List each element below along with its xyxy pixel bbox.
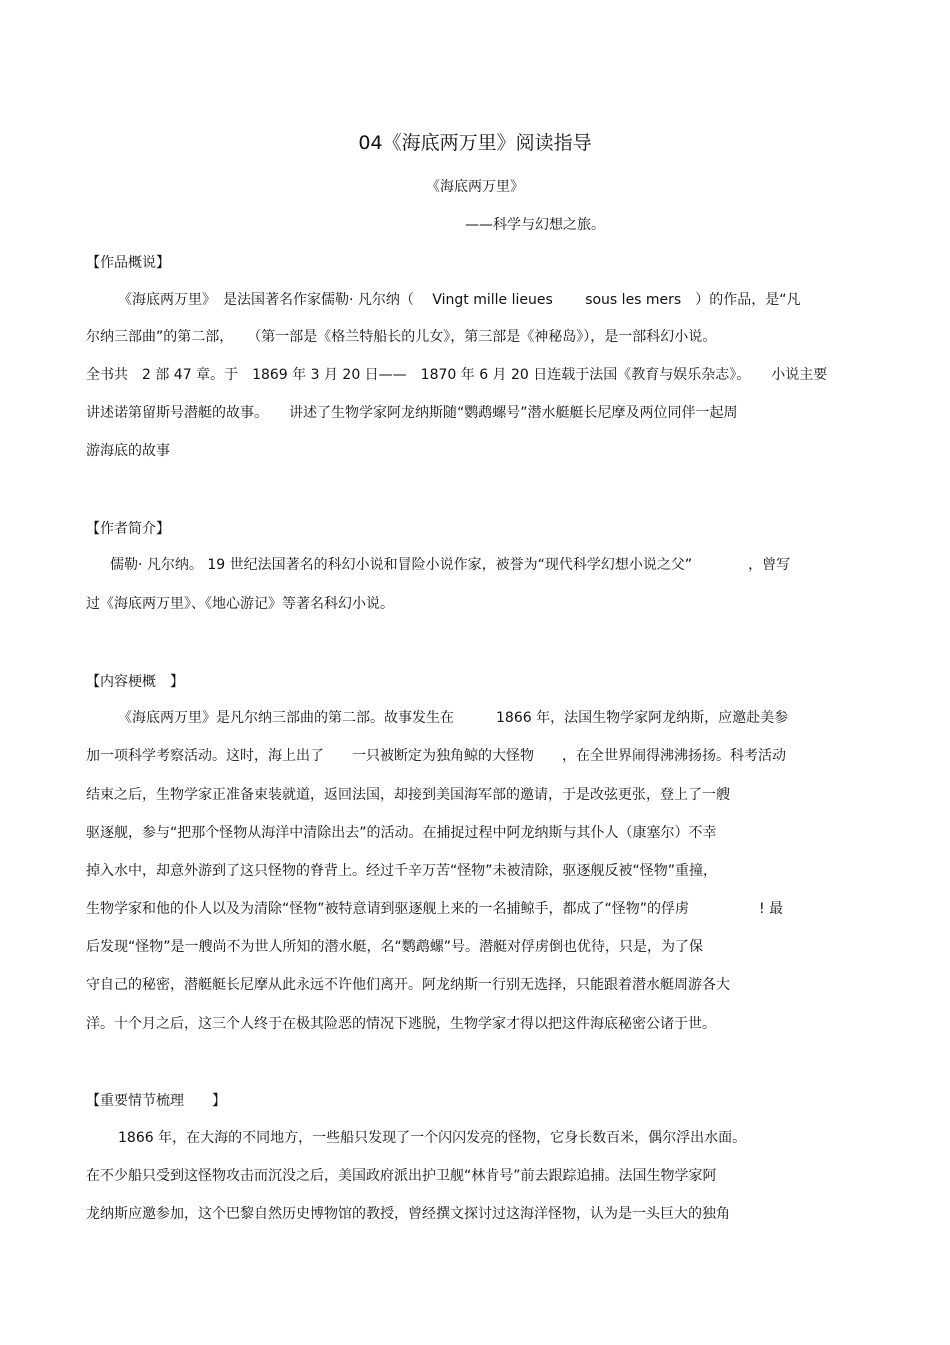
section-heading-overview: 【作品概说】 (86, 255, 170, 271)
paragraph-line: 儒勒· 凡尔纳。 19 世纪法国著名的科幻小说和冒险小说作家，被誉为“现代科学幻想小说之父” ，曾写 (110, 557, 791, 573)
section-heading-summary: 【内容梗概 】 (86, 674, 184, 690)
tagline: ——科学与幻想之旅。 (465, 217, 605, 233)
paragraph-line: 在不少船只受到这怪物攻击而沉没之后，美国政府派出护卫舰“林肯号”前去跟踪追捕。法国生物学家阿 (86, 1168, 717, 1184)
paragraph-line: 1866 年，在大海的不同地方，一些船只发现了一个闪闪发亮的怪物，它身长数百米，偶尔浮出水面。 (118, 1130, 747, 1146)
paragraph-line: 洋。十个月之后，这三个人终于在极其险恶的情况下逃脱，生物学家才得以把这件海底秘密公诸于世。 (86, 1016, 716, 1032)
paragraph-line: 结束之后，生物学家正准备束装就道，返回法国，却接到美国海军部的邀请，于是改弦更张，登上了一艘 (86, 787, 730, 803)
paragraph-line: 龙纳斯应邀参加，这个巴黎自然历史博物馆的教授，曾经撰文探讨过这海洋怪物，认为是一头巨大的独角 (86, 1206, 730, 1222)
paragraph-line: 游海底的故事 (86, 443, 170, 459)
section-heading-author: 【作者简介】 (86, 521, 170, 537)
paragraph-line: 全书共 2 部 47 章。于 1869 年 3 月 20 日—— 1870 年 6 月 20 日连载于法国《教育与娱乐杂志》。 小说主要 (86, 367, 828, 383)
paragraph-line: 守自己的秘密，潜艇艇长尼摩从此永远不许他们离开。阿龙纳斯一行别无选择，只能跟着潜水艇周游各大 (86, 977, 730, 993)
paragraph-line: 掉入水中，却意外游到了这只怪物的脊背上。经过千辛万苦“怪物”未被清除，驱逐舰反被“怪物”重撞， (86, 863, 718, 879)
paragraph-line: 后发现“怪物”是一艘尚不为世人所知的潜水艇，名“鹦鹉螺”号。潜艇对俘虏倒也优待，只是，为了保 (86, 939, 704, 955)
paragraph-line: 讲述诺第留斯号潜艇的故事。 讲述了生物学家阿龙纳斯随“鹦鹉螺号”潜水艇艇长尼摩及两位同伴一起周 (86, 405, 738, 421)
book-subtitle: 《海底两万里》 (426, 179, 524, 195)
paragraph-line: 驱逐舰，参与“把那个怪物从海洋中清除出去”的活动。在捕捉过程中阿龙纳斯与其仆人（康塞尔）不幸 (86, 825, 717, 841)
document-title: 04《海底两万里》阅读指导 (358, 132, 592, 154)
section-heading-plot: 【重要情节梳理 】 (86, 1093, 226, 1109)
paragraph-line: 生物学家和他的仆人以及为清除“怪物”被特意请到驱逐舰上来的一名捕鲸手，都成了“怪物”的俘虏 ! 最 (86, 901, 784, 917)
paragraph-line: 《海底两万里》 是法国著名作家儒勒· 凡尔纳（ Vingt mille lieues sous les mers ）的作品，是“凡 (118, 292, 801, 308)
paragraph-line: 尔纳三部曲”的第二部， （第一部是《格兰特船长的儿女》，第三部是《神秘岛》），是一部科幻小说。 (86, 329, 717, 345)
paragraph-line: 加一项科学考察活动。这时，海上出了 一只被断定为独角鲸的大怪物 ，在全世界闹得沸沸扬扬。科考活动 (86, 748, 786, 764)
paragraph-line: 《海底两万里》是凡尔纳三部曲的第二部。故事发生在 1866 年，法国生物学家阿龙纳斯，应邀赴美参 (118, 710, 789, 726)
paragraph-line: 过《海底两万里》、《地心游记》等著名科幻小说。 (86, 596, 394, 612)
